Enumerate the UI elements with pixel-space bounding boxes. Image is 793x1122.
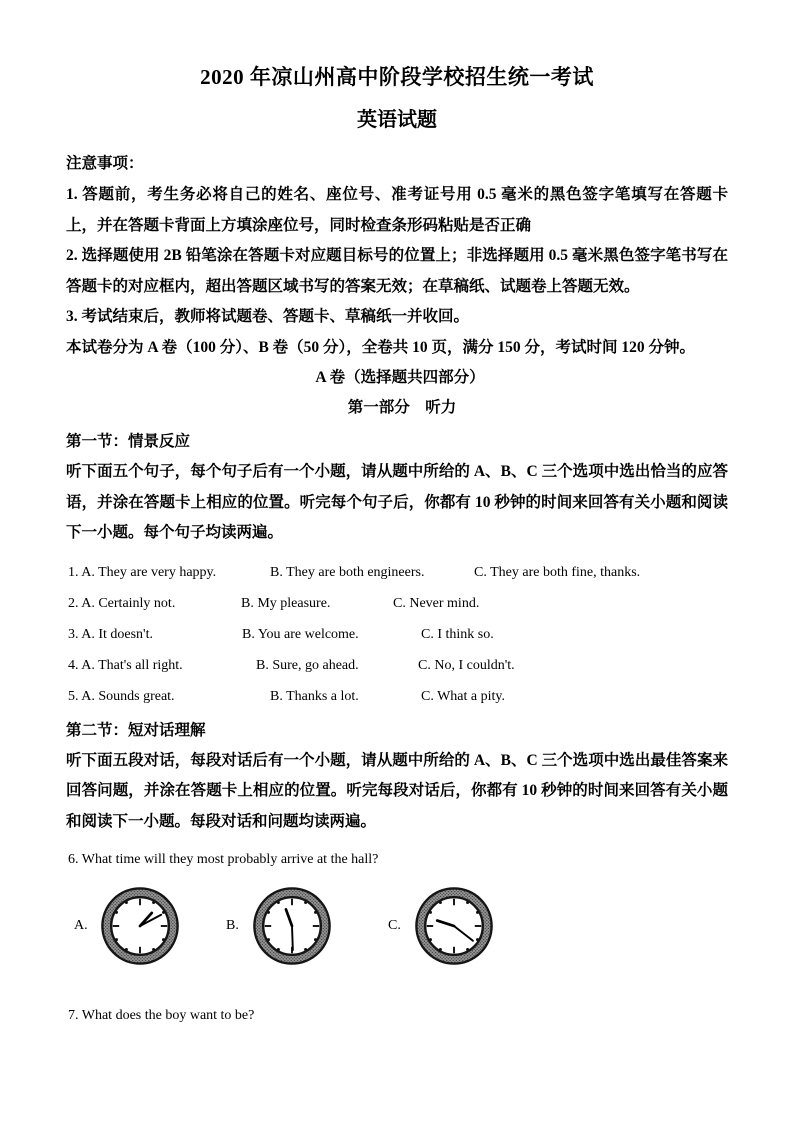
paper-structure-note: 本试卷分为 A 卷（100 分）、B 卷（50 分），全卷共 10 页，满分 150 分，考试时间 120 分钟。 [66, 338, 696, 356]
volume-a-heading: A 卷（选择题共四部分） [315, 369, 485, 386]
option-c[interactable]: C. I think so. [421, 626, 494, 642]
option-c[interactable]: C. They are both fine, thanks. [474, 564, 641, 580]
option-a[interactable]: 3. A. It doesn't. [68, 626, 153, 642]
part-one-heading: 第一部分 听力 [347, 399, 457, 416]
page-subtitle: 英语试题 [357, 109, 437, 131]
question-7-text: 7. What does the boy want to be? [68, 1008, 255, 1023]
page-content [66, 62, 728, 1029]
option-b[interactable]: B. They are both engineers. [270, 564, 425, 580]
notice-item-2: 2. 选择题使用 2B 铅笔涂在答题卡对应题目标号的位置上；非选择题用 0.5 毫米黑色签字笔书写在答题卡的对应框内，超出答题区域书写的答案无效；在草稿纸、试题卷上答题无效。 [66, 247, 728, 295]
page-title: 2020 年凉山州高中阶段学校招生统一考试 [200, 65, 594, 89]
option-a[interactable]: 1. A. They are very happy. [68, 564, 217, 580]
section-two-heading: 第二节：短对话理解 [66, 721, 206, 739]
clock-icon-a [100, 886, 180, 966]
option-c[interactable]: C. Never mind. [393, 595, 480, 611]
clock-icon-c [414, 886, 494, 966]
question-6-text: 6. What time will they most probably arrive at the hall? [68, 852, 379, 867]
list-item [66, 619, 728, 650]
option-a[interactable]: 4. A. That's all right. [68, 657, 183, 673]
list-item [66, 681, 728, 712]
option-c[interactable]: C. No, I couldn't. [418, 657, 515, 673]
choice-label-c: C. [388, 918, 401, 933]
notice-heading: 注意事项： [66, 155, 144, 172]
section-one-options-list [66, 557, 728, 712]
choice-label-b: B. [226, 918, 239, 933]
section-one-instructions: 听下面五个句子，每个句子后有一个小题，请从题中所给的 A、B、C 三个选项中选出恰当的应答语，并涂在答题卡上相应的位置。听完每个句子后，你都有 10 秒钟的时间来回答有关小题和阅读下一小题。每个句子均读两遍。 [66, 463, 728, 541]
list-item [66, 557, 728, 588]
option-b[interactable]: B. Sure, go ahead. [256, 657, 359, 673]
question-6-choice-c[interactable] [388, 883, 494, 969]
section-two-instructions: 听下面五段对话，每段对话后有一个小题，请从题中所给的 A、B、C 三个选项中选出最佳答案来回答问题，并涂在答题卡上相应的位置。听完每段对话后，你都有 10 秒钟的时间来回答有关小题和阅读下一小题。每段对话和问题均读两遍。 [66, 751, 728, 830]
list-item [66, 650, 728, 681]
question-6-choice-b[interactable] [226, 883, 332, 969]
notice-item-3: 3. 考试结束后，教师将试题卷、答题卡、草稿纸一并收回。 [66, 308, 470, 325]
list-item [66, 588, 728, 619]
option-a[interactable]: 5. A. Sounds great. [68, 688, 175, 704]
option-c[interactable]: C. What a pity. [421, 688, 505, 704]
question-6-choice-a[interactable] [74, 883, 180, 969]
option-b[interactable]: B. Thanks a lot. [270, 688, 359, 704]
section-one-heading: 第一节：情景反应 [66, 433, 191, 450]
notice-item-1: 1. 答题前，考生务必将自己的姓名、座位号、准考证号用 0.5 毫米的黑色签字笔填写在答题卡上，并在答题卡背面上方填涂座位号，同时检查条形码粘贴是否正确 [66, 186, 728, 234]
clock-icon-b [252, 886, 332, 966]
question-6-choices [66, 883, 728, 969]
choice-label-a: A. [74, 918, 88, 933]
option-b[interactable]: B. My pleasure. [241, 595, 331, 611]
option-a[interactable]: 2. A. Certainly not. [68, 595, 176, 611]
option-b[interactable]: B. You are welcome. [242, 626, 359, 642]
